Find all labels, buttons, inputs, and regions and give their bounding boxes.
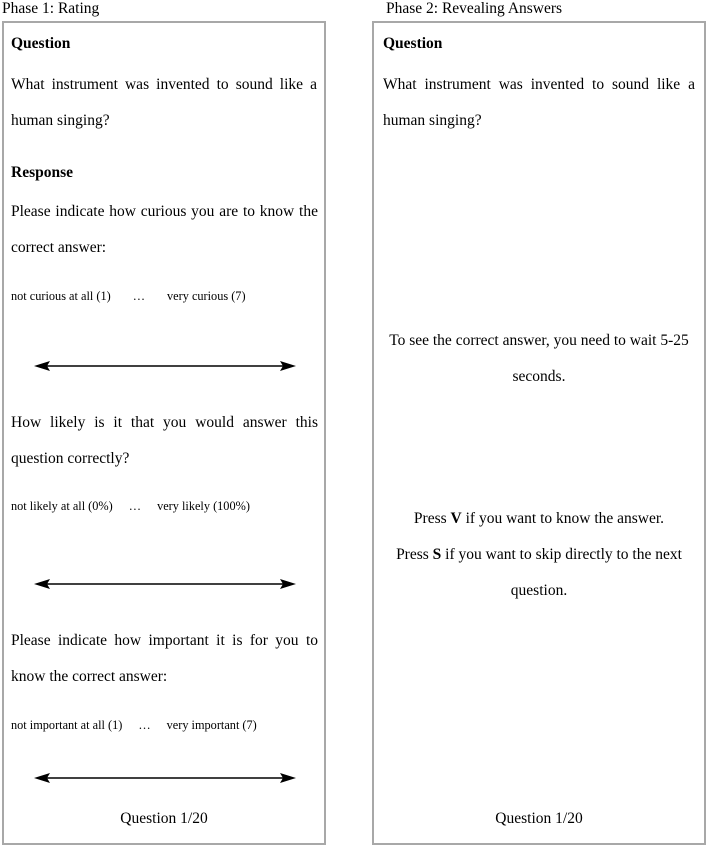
- importance-anchor-high: very important (7): [166, 718, 257, 732]
- reveal-instruction: [383, 501, 695, 537]
- curiosity-rating-slider[interactable]: [34, 358, 296, 374]
- reveal-instruction-post: if you want to know the answer.: [461, 510, 665, 527]
- importance-rating-slider[interactable]: [34, 770, 296, 786]
- likelihood-rating-slider[interactable]: [34, 576, 296, 592]
- phase-1-panel: [2, 21, 326, 845]
- importance-scale-anchors: [11, 717, 323, 733]
- wait-instruction: To see the correct answer, you need to wait 5-25 seconds.: [389, 332, 689, 385]
- phase-2-panel: [372, 21, 706, 845]
- likelihood-scale-anchors: [11, 498, 321, 514]
- phase-2-caption: Phase 2: Revealing Answers: [386, 0, 563, 17]
- question-text: What instrument was invented to sound like a human singing?: [383, 76, 695, 129]
- likelihood-anchor-high: very likely (100%): [157, 499, 250, 513]
- skip-instruction: [383, 537, 695, 609]
- reveal-key-v: V: [450, 510, 462, 527]
- phase-1-caption: Phase 1: Rating: [2, 0, 100, 17]
- importance-anchor-ellipsis: …: [138, 718, 151, 732]
- skip-instruction-post: if you want to skip directly to the next question.: [441, 546, 682, 599]
- likelihood-prompt: How likely is it that you would answer this question correctly?: [11, 414, 318, 467]
- curiosity-prompt: Please indicate how curious you are to know the correct answer:: [11, 203, 318, 256]
- curiosity-anchor-low: not curious at all (1): [11, 289, 111, 303]
- importance-prompt: Please indicate how important it is for you to know the correct answer:: [11, 632, 318, 685]
- likelihood-anchor-ellipsis: …: [128, 499, 142, 513]
- reveal-instruction-pre: Press: [413, 510, 451, 527]
- response-header: Response: [11, 164, 74, 181]
- skip-key-s: S: [432, 546, 442, 563]
- question-header: Question: [383, 35, 443, 52]
- curiosity-scale-anchors: [11, 288, 321, 304]
- question-header: Question: [11, 35, 71, 52]
- question-counter: Question 1/20: [120, 810, 208, 827]
- likelihood-anchor-low: not likely at all (0%): [11, 499, 113, 513]
- importance-anchor-low: not important at all (1): [11, 718, 123, 732]
- curiosity-anchor-ellipsis: …: [132, 289, 146, 303]
- curiosity-anchor-high: very curious (7): [167, 289, 246, 303]
- question-counter: Question 1/20: [495, 810, 583, 827]
- question-text: What instrument was invented to sound like a human singing?: [11, 76, 317, 129]
- skip-instruction-pre: Press: [396, 546, 433, 563]
